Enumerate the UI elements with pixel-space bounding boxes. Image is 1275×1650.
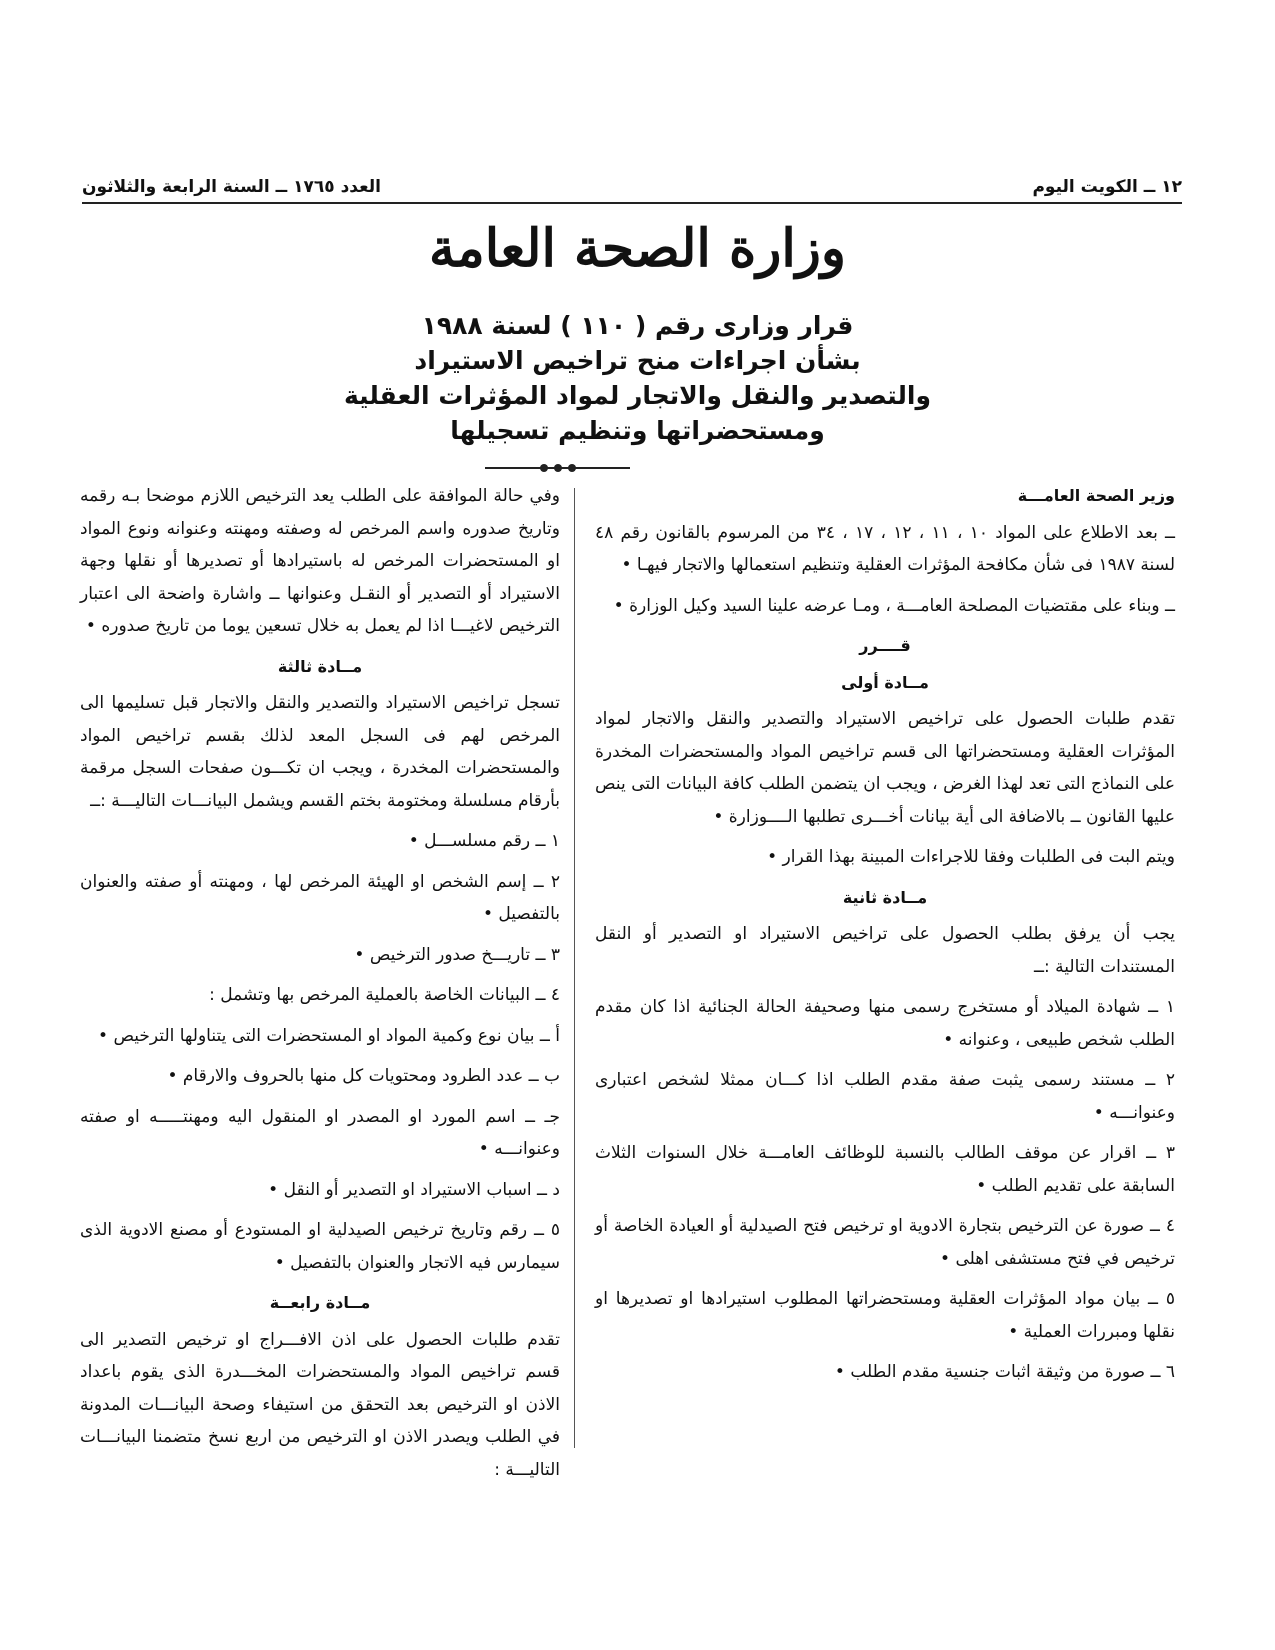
article-3-item: ٢ ــ إسم الشخص او الهيئة المرخص لها ، ومهنته أو صفته والعنوان بالتفصيل •	[80, 871, 560, 924]
article-2-item: ٤ ــ صورة عن الترخيص بتجارة الادوية او ترخيص فتح الصيدلية أو العيادة الخاصة أو ترخيص في فتح مستشفى اهلى •	[595, 1216, 1175, 1269]
decision-title-line: قرار وزارى رقم ( ١١٠ ) لسنة ١٩٨٨	[421, 311, 854, 340]
left-column	[80, 480, 560, 1494]
article-3-item: ٣ ــ تاريـــخ صدور الترخيص •	[354, 944, 560, 965]
article-3-item: ب ــ عدد الطرود ومحتويات كل منها بالحروف والارقام •	[167, 1066, 560, 1086]
article-1-text-2: ويتم البت فى الطلبات وفقا للاجراءات المبينة بهذا القرار •	[767, 847, 1175, 867]
article-2-item: ٥ ــ بيان مواد المؤثرات العقلية ومستحضراتها المطلوب استيرادها او تصديرها او نقلها ومبررات العملية •	[595, 1289, 1175, 1342]
article-3-heading: مــادة ثالثة	[277, 656, 363, 676]
decision-title-line: بشأن اجراءات منح تراخيص الاستيراد	[414, 346, 861, 375]
page-header	[82, 172, 1182, 204]
article-1-text: تقدم طلبات الحصول على تراخيص الاستيراد والتصدير والنقل والاتجار لمواد المؤثرات العقلية ومستحضراتها الى قسم تراخيص المواد والمستحضرات المخدرة على النماذج التى تعد لهذا الغرض ، ويجب ان يتضمن الطلب كافة البيانات التى ينص عليها القانون ــ بالاضافة الى أية بيانات أخـــرى تطلبها الــــوزارة •	[595, 709, 1175, 827]
article-2-item: ٦ ــ صورة من وثيقة اثبات جنسية مقدم الطلب •	[834, 1362, 1175, 1382]
issue-info: العدد ١٧٦٥ ــ السنة الرابعة والثلاثون	[82, 177, 381, 197]
approval-paragraph: وفي حالة الموافقة على الطلب يعد الترخيص اللازم موضحا بـه رقمه وتاريخ صدوره واسم المرخص له وصفته ومهنته وعنوانه ونوع المواد او المستحضرات المرخص له باستيرادها أو تصديرها أو نقلها وجهة الاستيراد أو التصدير أو النقـل وعنوانها ــ واشارة واضحة الى اعتبار الترخيص لاغيـــا اذا لم يعمل به خلال تسعين يوما من تاريخ صدوره •	[80, 486, 560, 636]
article-4-heading: مــادة رابعــة	[269, 1293, 371, 1312]
article-2-intro: يجب أن يرفق بطلب الحصول على تراخيص الاستيراد او التصدير أو النقل المستندات التالية :ــ	[595, 924, 1175, 977]
decision-title-line: والتصدير والنقل والاتجار لمواد المؤثرات العقلية	[343, 381, 932, 410]
article-1-heading: مــادة أولى	[841, 672, 929, 692]
article-2-item: ٢ ــ مستند رسمى يثبت صفة مقدم الطلب اذا كـــان ممثلا لشخص اعتبارى وعنوانـــه •	[595, 1070, 1175, 1123]
decision-title	[0, 308, 1275, 448]
article-2-heading: مــادة ثانية	[842, 887, 928, 907]
ministry-name: وزارة الصحة العامة	[428, 218, 846, 279]
title-ornament	[485, 462, 630, 474]
article-4-text: تقدم طلبات الحصول على اذن الافـــراج او ترخيص التصدير الى قسم تراخيص المواد والمستحضرات المخـــدرة الذى يقوم باعداد الاذن او الترخيص بعد التحقق من استيفاء وصحة البيانـــات المدونة في الطلب ويصدر الاذن او الترخيص من اربع نسخ متضمنا البيانـــات التاليـــة :	[80, 1329, 560, 1480]
article-3-item: ١ ــ رقم مسلســـل •	[408, 831, 560, 851]
page-number-publication: ١٢ ــ الكويت اليوم	[1032, 177, 1182, 197]
article-3-item: د ــ اسباب الاستيراد او التصدير أو النقل •	[268, 1179, 560, 1200]
article-3-item: ٤ ــ البيانات الخاصة بالعملية المرخص بها وتشمل :	[209, 985, 560, 1005]
ornament-dots	[540, 462, 576, 474]
right-column	[595, 480, 1175, 1397]
decided-heading: قــــرر	[859, 636, 911, 655]
article-2-item: ١ ــ شهادة الميلاد أو مستخرج رسمى منها وصحيفة الحالة الجنائية اذا كان مقدم الطلب شخص طبيعى ، وعنوانه •	[595, 997, 1175, 1050]
article-3-text: تسجل تراخيص الاستيراد والتصدير والنقل والاتجار قبل تسليمها الى المرخص لهم فى السجل المعد لذلك بقسم تراخيص المواد والمستحضرات المخدرة ، ويجب ان تكـــون صفحات السجل مرقمة بأرقام مسلسلة ومختومة بختم القسم ويشمل البيانـــات التاليـــة :ــ	[80, 693, 560, 811]
preamble-paragraph: ــ بعد الاطلاع على المواد ١٠ ، ١١ ، ١٢ ، ١٧ ، ٣٤ من المرسوم بالقانون رقم ٤٨ لسنة ١٩٨٧ فى شأن مكافحة المؤثرات العقلية وتنظيم استعمالها والاتجار فيهـا •	[595, 522, 1176, 575]
column-divider	[574, 488, 575, 1448]
preamble-paragraph: ــ وبناء على مقتضيات المصلحة العامـــة ، ومـا عرضه علينا السيد وكيل الوزارة •	[613, 595, 1175, 616]
article-3-item: أ ــ بيان نوع وكمية المواد او المستحضرات التى يتناولها الترخيص •	[98, 1025, 560, 1046]
decision-title-line: ومستحضراتها وتنظيم تسجيلها	[450, 416, 825, 445]
article-3-item: جـ ــ اسم المورد او المصدر او المنقول اليه ومهنتـــــه او صفته وعنوانـــه •	[80, 1106, 560, 1159]
article-2-item: ٣ ــ اقرار عن موقف الطالب بالنسبة للوظائف العامـــة خلال السنوات الثلاث السابقة على تقديم الطلب •	[595, 1143, 1175, 1196]
signer-title: وزير الصحة العامـــة	[1017, 486, 1175, 505]
article-3-item: ٥ ــ رقم وتاريخ ترخيص الصيدلية او المستودع أو مصنع الادوية الذى سيمارس فيه الاتجار والعنوان بالتفصيل •	[80, 1220, 560, 1273]
